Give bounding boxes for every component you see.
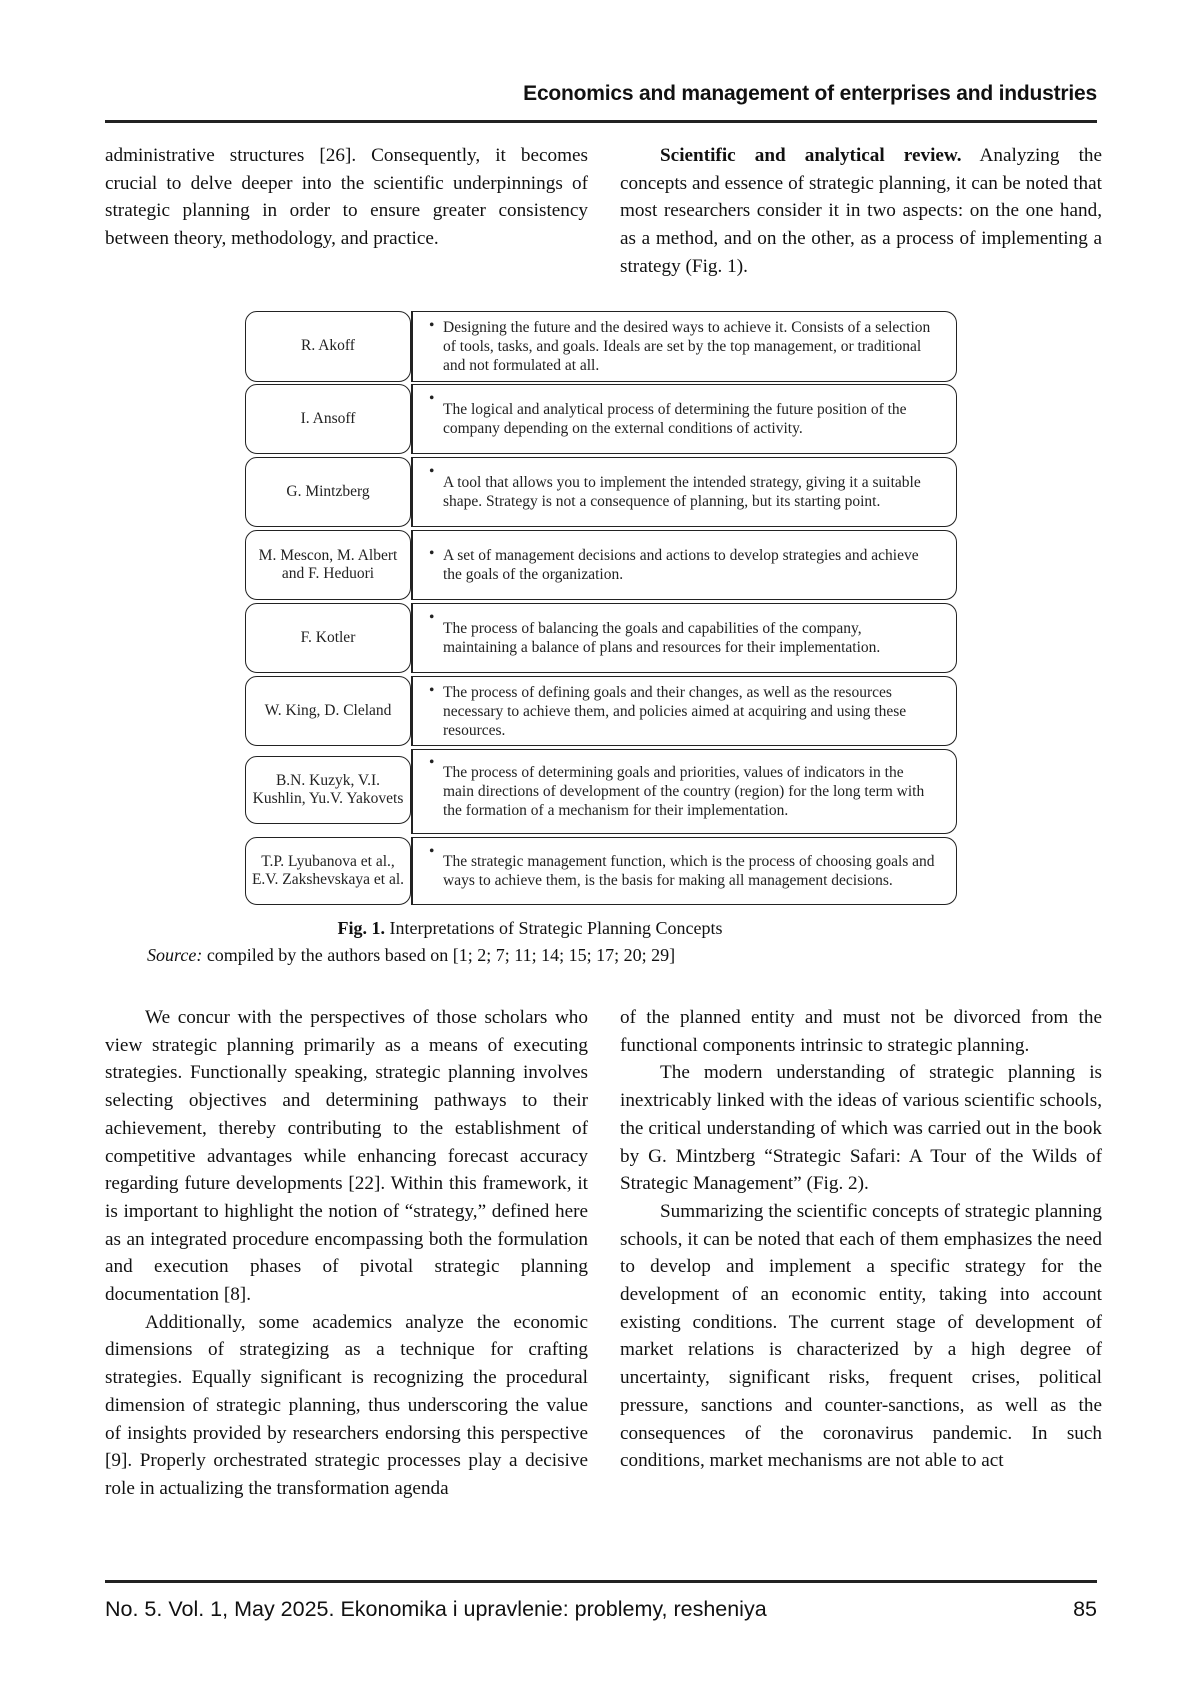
figure-row (245, 837, 957, 905)
figure-title: Interpretations of Strategic Planning Concepts (385, 918, 723, 938)
author-box: G. Mintzberg (245, 457, 411, 527)
top-left-column (105, 142, 588, 253)
bottom-right-column (620, 1004, 1102, 1475)
bottom-left-column (105, 1004, 588, 1503)
footer-rule (105, 1580, 1097, 1583)
bullet-icon: • (429, 545, 435, 562)
author-box: I. Ansoff (245, 384, 411, 454)
source-text: compiled by the authors based on [1; 2; 7; 11; 14; 15; 17; 20; 29] (202, 945, 676, 965)
section-heading: Scientific and analytical review. (660, 145, 962, 166)
bullet-icon: • (429, 390, 435, 407)
definition-box: • The strategic management function, which is the process of choosing goals and ways to achieve them, is the basis for making all management decisions. (411, 837, 957, 905)
paragraph: of the planned entity and must not be divorced from the functional components intrinsic to strategic planning. (620, 1007, 1102, 1056)
definition-box: • The process of balancing the goals and capabilities of the company, maintaining a balance of plans and resources for their implementation. (411, 603, 957, 673)
page-number: 85 (1073, 1597, 1097, 1621)
author-box: R. Akoff (245, 311, 411, 382)
figure-row (245, 603, 957, 673)
figure-row (245, 311, 957, 382)
bullet-icon: • (429, 463, 435, 480)
paragraph: We concur with the perspectives of those scholars who view strategic planning primarily as a means of executing strategies. Functionally speaking, strategic planning involves selecting objectives and determining pathways to their achievement, thereby contributing to the establishment of competitive advantages while enhancing forecast accuracy regarding future developments [22]. Within this framework, it is important to highlight the notion of “strategy,” defined here as an integrated procedure encompassing both the formulation and execution phases of pivotal strategic planning documentation [8]. (105, 1007, 588, 1306)
bullet-icon: • (429, 317, 435, 334)
journal-citation: No. 5. Vol. 1, May 2025. Ekonomika i upravlenie: problemy, resheniya (105, 1597, 767, 1621)
author-box: W. King, D. Cleland (245, 676, 411, 746)
figure-row (245, 384, 957, 454)
paragraph: The modern understanding of strategic planning is inextricably linked with the ideas of various scientific schools, the critical understanding of which was carried out in the book by G. Mintzberg “Strategic Safari: A Tour of the Wilds of Strategic Management” (Fig. 2). (620, 1062, 1102, 1195)
header-rule (105, 120, 1097, 123)
author-box: T.P. Lyubanova et al., E.V. Zakshevskaya et al. (245, 837, 411, 905)
page-footer (105, 1597, 1097, 1622)
figure-label: Fig. 1. (337, 918, 386, 938)
paragraph: Additionally, some academics analyze the economic dimensions of strategizing as a technique for crafting strategies. Equally significant is recognizing the procedural dimension of strategic planning, thus underscoring the value of insights provided by researchers endorsing this perspective [9]. Properly orchestrated strategic processes play a decisive role in actualizing the transformation agenda (105, 1311, 588, 1499)
figure-row (245, 457, 957, 527)
author-box: M. Mescon, M. Albert and F. Heduori (245, 530, 411, 600)
figure-source (147, 945, 675, 966)
definition-box: • A tool that allows you to implement the intended strategy, giving it a suitable shape. Strategy is not a consequence of planning, but its starting point. (411, 457, 957, 527)
definition-box: • Designing the future and the desired ways to achieve it. Consists of a selection of tools, tasks, and goals. Ideals are set by the top management, or traditional and not formulated at all. (411, 311, 957, 382)
bullet-icon: • (429, 682, 435, 699)
definition-box: • The logical and analytical process of determining the future position of the company depending on the external conditions of activity. (411, 384, 957, 454)
source-label: Source: (147, 945, 203, 965)
top-right-column (620, 142, 1102, 281)
paragraph: Summarizing the scientific concepts of strategic planning schools, it can be noted that each of them emphasizes the need to develop and implement a specific strategy for the development of an economic entity, taking into account existing conditions. The current stage of development of market relations is characterized by a high degree of uncertainty, significant risks, frequent crises, political pressure, sanctions and counter-sanctions, as well as the consequences of the coronavirus pandemic. In such conditions, market mechanisms are not able to act (620, 1200, 1102, 1472)
bullet-icon: • (429, 843, 435, 860)
figure-row (245, 676, 957, 746)
figure-row (245, 749, 957, 834)
definition-box: • The process of determining goals and priorities, values of indicators in the main directions of development of the country (region) for the long term with the formation of a mechanism for their implementation. (411, 749, 957, 834)
paragraph-text: Analyzing the concepts and essence of strategic planning, it can be noted that most researchers consider it in two aspects: on the one hand, as a method, and on the other, as a process of implementing a strategy (Fig. 1). (620, 145, 1103, 277)
paragraph: administrative structures [26]. Consequently, it becomes crucial to delve deeper into the scientific underpinnings of strategic planning in order to ensure greater consistency between theory, methodology, and practice. (105, 145, 588, 250)
paragraph (620, 142, 1102, 281)
definition-box: • A set of management decisions and actions to develop strategies and achieve the goals of the organization. (411, 530, 957, 600)
running-title: Economics and management of enterprises and industries (523, 82, 1097, 105)
bullet-icon: • (429, 609, 435, 626)
bullet-icon: • (429, 754, 435, 771)
author-box: F. Kotler (245, 603, 411, 673)
author-box: B.N. Kuzyk, V.I. Kushlin, Yu.V. Yakovets (245, 756, 411, 824)
figure-caption (130, 918, 930, 939)
figure-row (245, 530, 957, 600)
definition-box: • The process of defining goals and their changes, as well as the resources necessary to achieve them, and policies aimed at acquiring and using these resources. (411, 676, 957, 746)
